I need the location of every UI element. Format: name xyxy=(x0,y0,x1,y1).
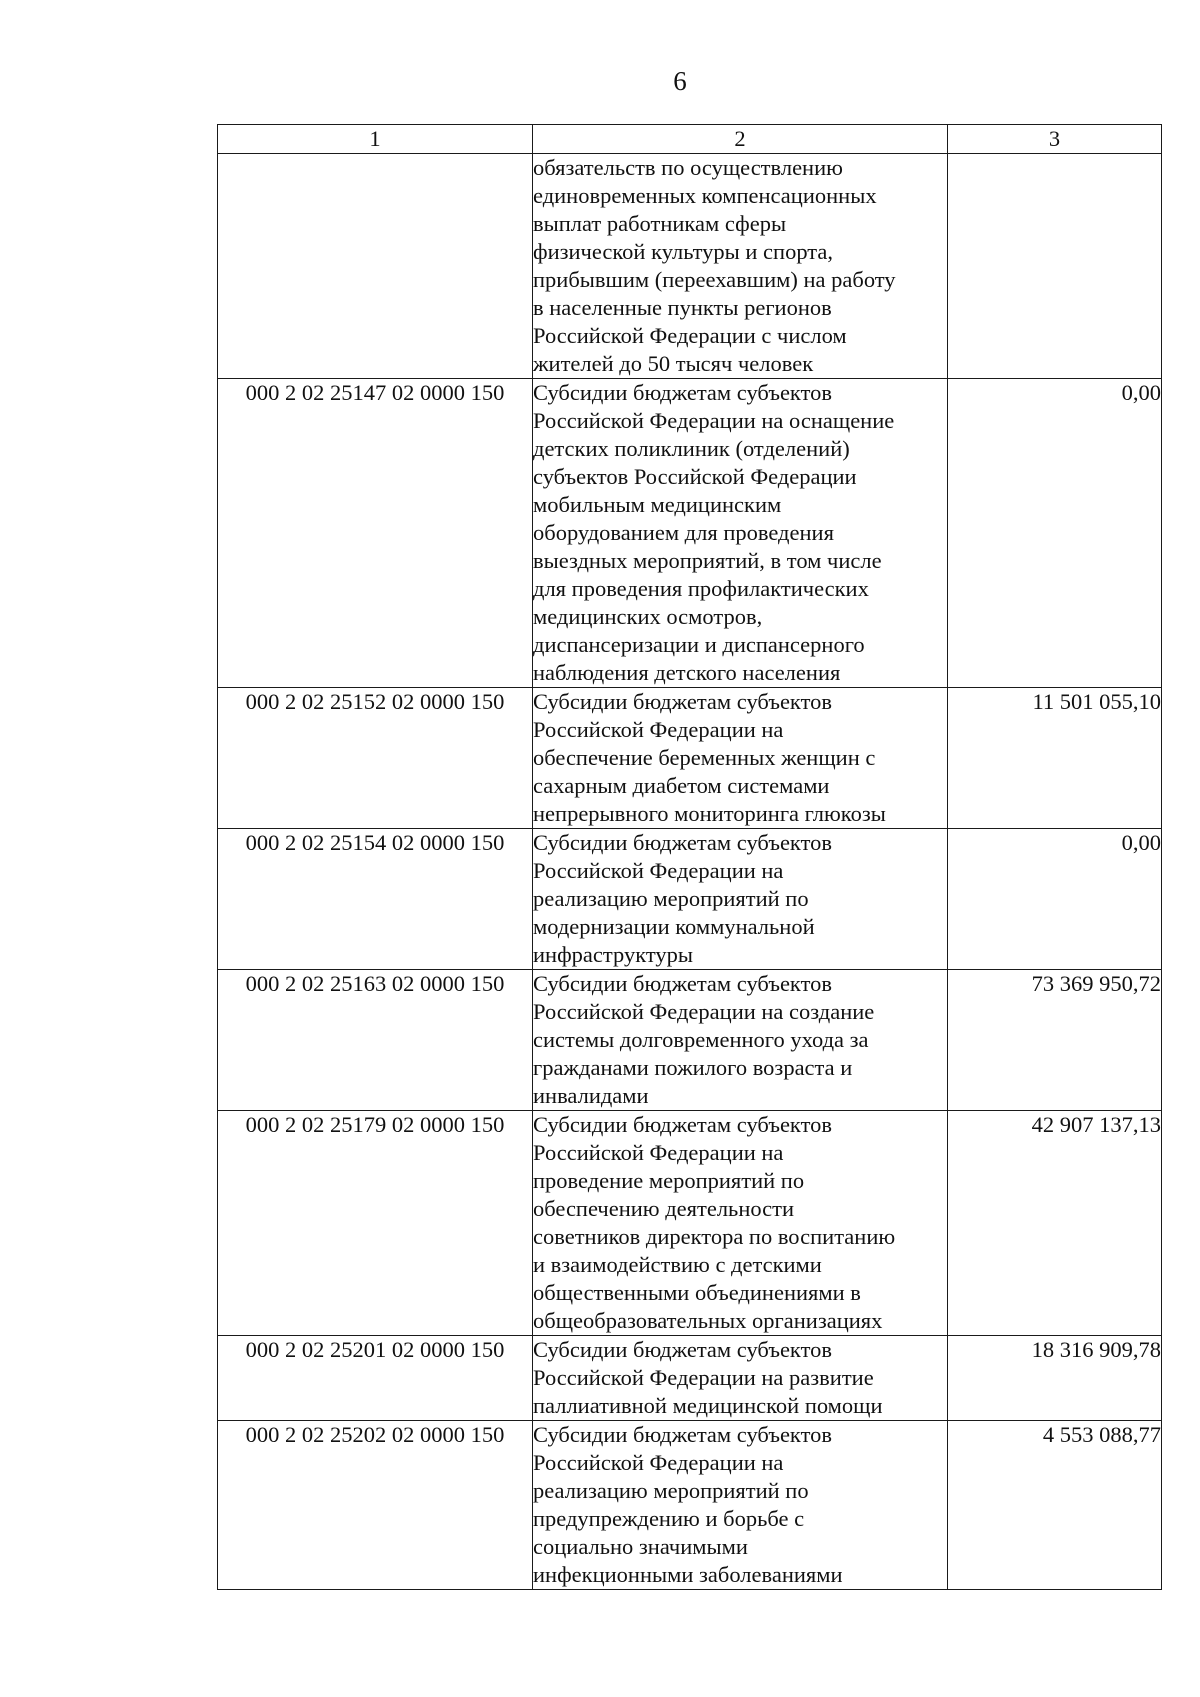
description-line: и взаимодействию с детскими xyxy=(533,1252,822,1277)
description-line: общественными объединениями в xyxy=(533,1280,861,1305)
description-line: прибывшим (переехавшим) на работу xyxy=(533,267,896,292)
amount-cell: 0,00 xyxy=(948,379,1162,688)
table-row xyxy=(218,1336,1162,1421)
table-row xyxy=(218,829,1162,970)
description-cell xyxy=(533,379,948,688)
budget-code-cell: 000 2 02 25147 02 0000 150 xyxy=(218,379,533,688)
description-line: для проведения профилактических xyxy=(533,576,869,601)
description-line: обязательств по осуществлению xyxy=(533,155,843,180)
description-line: социально значимыми xyxy=(533,1534,748,1559)
description-line: советников директора по воспитанию xyxy=(533,1224,896,1249)
description-line: Российской Федерации на xyxy=(533,858,784,883)
description-line: Субсидии бюджетам субъектов xyxy=(533,380,832,405)
description-line: обеспечение беременных женщин с xyxy=(533,745,876,770)
description-cell xyxy=(533,688,948,829)
description-line: инфекционными заболеваниями xyxy=(533,1562,843,1587)
description-line: Российской Федерации на оснащение xyxy=(533,408,895,433)
description-line: Субсидии бюджетам субъектов xyxy=(533,830,832,855)
table-header-row xyxy=(218,125,1162,154)
budget-code-cell: 000 2 02 25202 02 0000 150 xyxy=(218,1421,533,1590)
amount-cell: 11 501 055,10 xyxy=(948,688,1162,829)
amount-cell xyxy=(948,154,1162,379)
description-line: гражданами пожилого возраста и xyxy=(533,1055,853,1080)
description-line: единовременных компенсационных xyxy=(533,183,877,208)
description-cell xyxy=(533,154,948,379)
description-line: Российской Федерации на развитие xyxy=(533,1365,874,1390)
description-line: Российской Федерации с числом xyxy=(533,323,847,348)
description-line: Субсидии бюджетам субъектов xyxy=(533,689,832,714)
description-cell xyxy=(533,1421,948,1590)
budget-code-cell: 000 2 02 25152 02 0000 150 xyxy=(218,688,533,829)
column-header-code: 1 xyxy=(218,125,533,154)
budget-code-cell: 000 2 02 25154 02 0000 150 xyxy=(218,829,533,970)
description-cell xyxy=(533,970,948,1111)
description-line: медицинских осмотров, xyxy=(533,604,763,629)
description-line: наблюдения детского населения xyxy=(533,660,841,685)
budget-table xyxy=(217,124,1162,1590)
amount-cell: 4 553 088,77 xyxy=(948,1421,1162,1590)
description-line: субъектов Российской Федерации xyxy=(533,464,857,489)
description-line: Российской Федерации на создание xyxy=(533,999,875,1024)
description-line: Российской Федерации на xyxy=(533,1140,784,1165)
description-line: модернизации коммунальной xyxy=(533,914,815,939)
description-cell xyxy=(533,1111,948,1336)
description-line: реализацию мероприятий по xyxy=(533,1478,809,1503)
description-cell xyxy=(533,829,948,970)
table-row xyxy=(218,154,1162,379)
description-line: предупреждению и борьбе с xyxy=(533,1506,805,1531)
description-line: жителей до 50 тысяч человек xyxy=(533,351,814,376)
budget-code-cell: 000 2 02 25163 02 0000 150 xyxy=(218,970,533,1111)
table-row xyxy=(218,970,1162,1111)
description-line: инвалидами xyxy=(533,1083,649,1108)
description-line: Российской Федерации на xyxy=(533,717,784,742)
description-line: оборудованием для проведения xyxy=(533,520,834,545)
column-header-description: 2 xyxy=(533,125,948,154)
description-line: реализацию мероприятий по xyxy=(533,886,809,911)
amount-cell: 73 369 950,72 xyxy=(948,970,1162,1111)
table-row xyxy=(218,688,1162,829)
description-line: Субсидии бюджетам субъектов xyxy=(533,1337,832,1362)
description-line: Субсидии бюджетам субъектов xyxy=(533,971,832,996)
description-line: проведение мероприятий по xyxy=(533,1168,805,1193)
budget-code-cell: 000 2 02 25201 02 0000 150 xyxy=(218,1336,533,1421)
description-line: сахарным диабетом системами xyxy=(533,773,830,798)
description-line: в населенные пункты регионов xyxy=(533,295,832,320)
table-row xyxy=(218,1421,1162,1590)
description-line: непрерывного мониторинга глюкозы xyxy=(533,801,886,826)
description-line: общеобразовательных организациях xyxy=(533,1308,883,1333)
table-row xyxy=(218,379,1162,688)
amount-cell: 0,00 xyxy=(948,829,1162,970)
amount-cell: 18 316 909,78 xyxy=(948,1336,1162,1421)
description-cell xyxy=(533,1336,948,1421)
column-header-amount: 3 xyxy=(948,125,1162,154)
budget-code-cell xyxy=(218,154,533,379)
amount-cell: 42 907 137,13 xyxy=(948,1111,1162,1336)
description-line: Российской Федерации на xyxy=(533,1450,784,1475)
page-number: 6 xyxy=(673,66,687,96)
description-line: диспансеризации и диспансерного xyxy=(533,632,865,657)
description-line: обеспечению деятельности xyxy=(533,1196,795,1221)
description-line: физической культуры и спорта, xyxy=(533,239,834,264)
description-line: выплат работникам сферы xyxy=(533,211,787,236)
description-line: детских поликлиник (отделений) xyxy=(533,436,850,461)
description-line: Субсидии бюджетам субъектов xyxy=(533,1112,832,1137)
description-line: системы долговременного ухода за xyxy=(533,1027,869,1052)
description-line: Субсидии бюджетам субъектов xyxy=(533,1422,832,1447)
table-row xyxy=(218,1111,1162,1336)
description-line: паллиативной медицинской помощи xyxy=(533,1393,883,1418)
budget-code-cell: 000 2 02 25179 02 0000 150 xyxy=(218,1111,533,1336)
table-body xyxy=(218,154,1162,1590)
description-line: выездных мероприятий, в том числе xyxy=(533,548,882,573)
description-line: инфраструктуры xyxy=(533,942,693,967)
description-line: мобильным медицинским xyxy=(533,492,782,517)
